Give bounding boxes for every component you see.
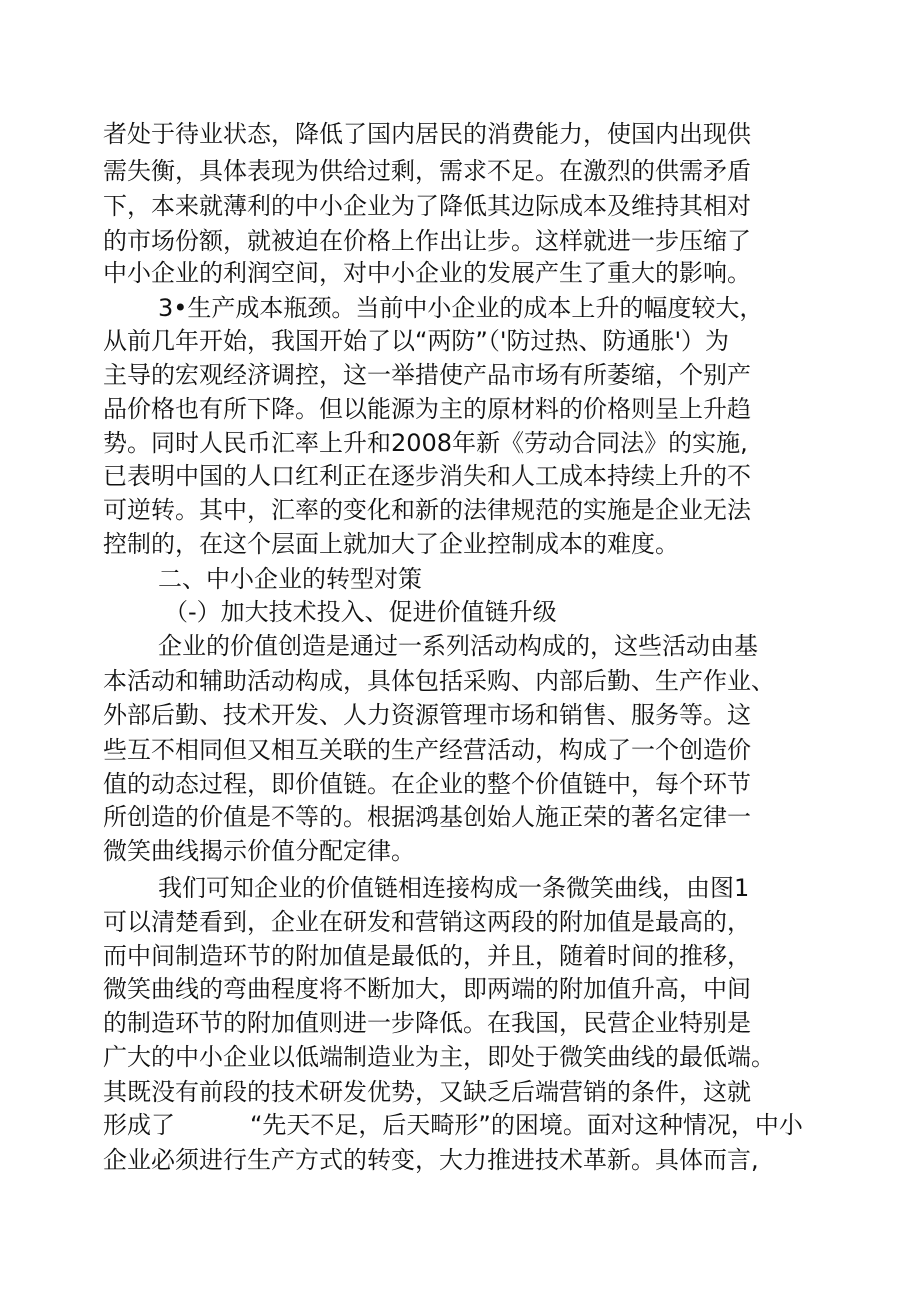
text-line: 所创造的价值是不等的。根据鸿基创始人施正荣的著名定律一 bbox=[103, 803, 751, 831]
text-line: 微笑曲线揭示价值分配定律。 bbox=[103, 837, 415, 865]
text-line: 势。同时人民币汇率上升和2008年新《劳动合同法》的实施, bbox=[103, 429, 748, 457]
text-line: 的制造环节的附加值则进一步降低。在我国，民营企业特别是 bbox=[103, 1009, 751, 1037]
text-line: 从前几年开始，我国开始了以“两防”（'防过热、防通胀'）为 bbox=[103, 327, 730, 355]
text-line: 其既没有前段的技术研发优势，又缺乏后端营销的条件，这就 bbox=[103, 1078, 751, 1106]
section-heading: 二、中小企业的转型对策 bbox=[158, 565, 422, 593]
text-line: 中小企业的利润空间，对中小企业的发展产生了重大的影响。 bbox=[103, 259, 751, 287]
text-line: 可以清楚看到，企业在研发和营销这两段的附加值是最高的， bbox=[103, 908, 751, 936]
text-line: 值的动态过程，即价值链。在企业的整个价值链中，每个环节 bbox=[103, 770, 751, 798]
text-line: 可逆转。其中，汇率的变化和新的法律规范的实施是企业无法 bbox=[103, 496, 751, 524]
text-line: 者处于待业状态，降低了国内居民的消费能力，使国内出现供 bbox=[103, 120, 751, 148]
text-line: 企业必须进行生产方式的转变，大力推进技术革新。具体而言, bbox=[103, 1146, 759, 1174]
subsection-heading: （-）加大技术投入、促进价值链升级 bbox=[164, 598, 557, 626]
text-line: 下，本来就薄利的中小企业为了降低其边际成本及维持其相对 bbox=[103, 192, 751, 220]
text-line: 品价格也有所下降。但以能源为主的原材料的价格则呈上升趋 bbox=[103, 395, 751, 423]
text-line: 广大的中小企业以低端制造业为主，即处于微笑曲线的最低端。 bbox=[103, 1043, 775, 1071]
text-line: 需失衡，具体表现为供给过剩，需求不足。在激烈的供需矛盾 bbox=[103, 157, 751, 185]
text-line: 外部后勤、技术开发、人力资源管理市场和销售、服务等。这 bbox=[103, 701, 751, 729]
text-line: 控制的，在这个层面上就加大了企业控制成本的难度。 bbox=[103, 530, 679, 558]
text-line: 本活动和辅助活动构成，具体包括采购、内部后勤、生产作业、 bbox=[103, 667, 775, 695]
text-line: 3•生产成本瓶颈。当前中小企业的成本上升的幅度较大， bbox=[158, 294, 764, 322]
text-line: 而中间制造环节的附加值是最低的，并且，随着时间的推移， bbox=[103, 942, 751, 970]
text-line: 企业的价值创造是通过一系列活动构成的，这些活动由基 bbox=[158, 632, 758, 660]
text-line: 形成了 bbox=[103, 1111, 175, 1139]
text-line: 的市场份额，就被迫在价格上作出让步。这样就进一步压缩了 bbox=[103, 227, 751, 255]
text-line: 我们可知企业的价值链相连接构成一条微笑曲线，由图1 bbox=[158, 874, 750, 902]
text-line: “先天不足，后天畸形”的困境。面对这种情况，中小 bbox=[250, 1111, 803, 1139]
text-line: 主导的宏观经济调控，这一举措使产品市场有所萎缩，个别产 bbox=[103, 361, 751, 389]
text-line: 些互不相同但又相互关联的生产经营活动，构成了一个创造价 bbox=[103, 736, 751, 764]
text-line: 微笑曲线的弯曲程度将不断加大，即两端的附加值升高，中间 bbox=[103, 975, 751, 1003]
text-line: 已表明中国的人口红利正在逐步消失和人工成本持续上升的不 bbox=[103, 462, 751, 490]
